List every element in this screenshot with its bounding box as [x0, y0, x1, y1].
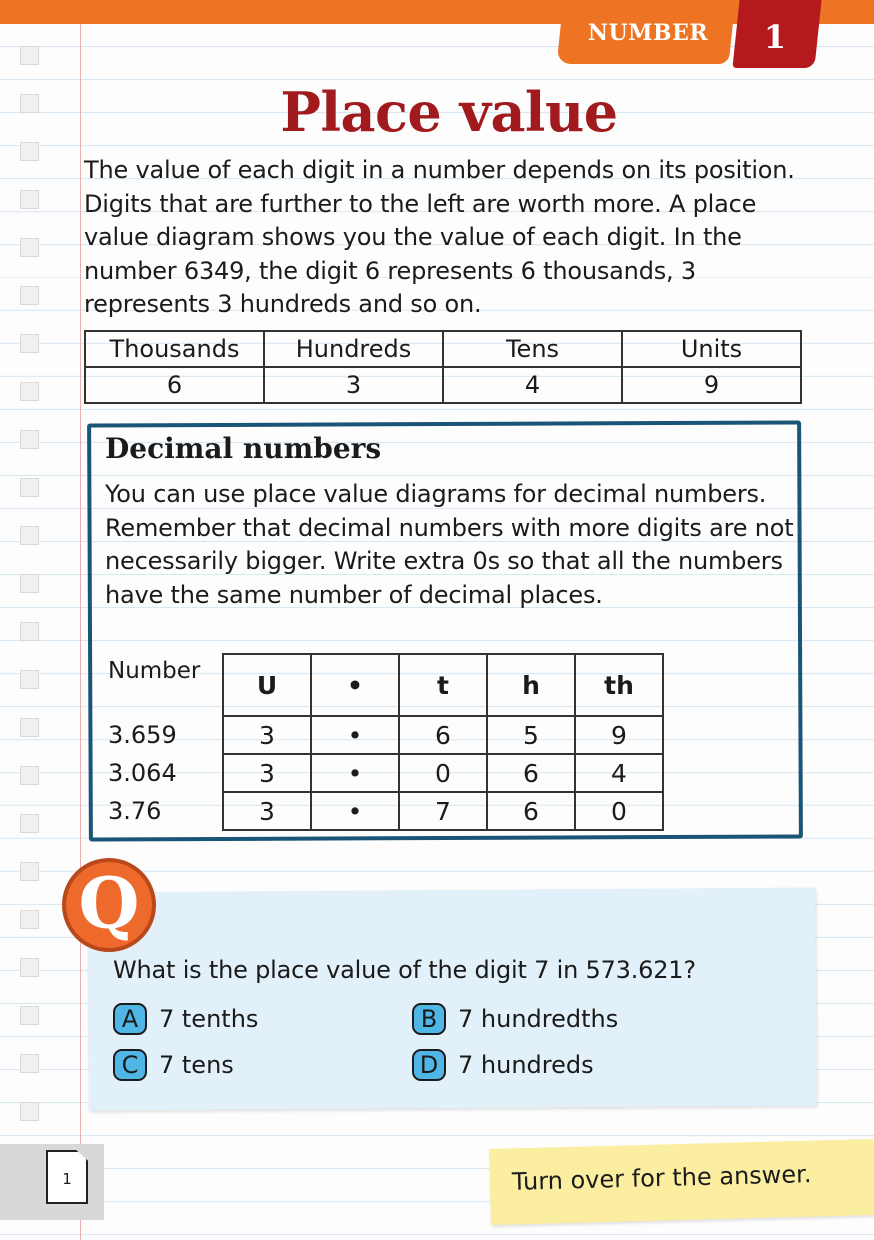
margin-checkbox [20, 574, 39, 593]
table-cell: 9 [622, 367, 801, 403]
option-letter: C [113, 1049, 147, 1081]
table-cell: 7 [399, 792, 487, 830]
table-cell: 6 [399, 716, 487, 754]
margin-checkbox [20, 622, 39, 641]
option-letter: B [412, 1003, 446, 1035]
table-cell: 3 [264, 367, 443, 403]
question-badge-letter: Q [78, 862, 140, 945]
margin-checkbox [20, 766, 39, 785]
turn-over-note: Turn over for the answer. [511, 1160, 812, 1196]
margin-checkbox [20, 958, 39, 977]
margin-checkbox [20, 286, 39, 305]
margin-checkbox [20, 526, 39, 545]
place-value-table [84, 330, 802, 404]
column-header: U [223, 654, 311, 716]
option-text: 7 hundredths [458, 1005, 619, 1033]
table-cell: 3 [223, 716, 311, 754]
option-text: 7 tens [159, 1051, 234, 1079]
column-header: Units [622, 331, 801, 367]
table-cell: 9 [575, 716, 663, 754]
row-label-header: Number [108, 658, 201, 684]
column-header: Tens [443, 331, 622, 367]
column-header: Hundreds [264, 331, 443, 367]
question-text: What is the place value of the digit 7 in 573.621? [113, 956, 696, 984]
row-label: 3.659 [108, 721, 177, 749]
table-cell: 4 [575, 754, 663, 792]
column-header: t [399, 654, 487, 716]
margin-checkbox [20, 1102, 39, 1121]
table-cell: 6 [487, 792, 575, 830]
table-cell: 0 [399, 754, 487, 792]
option-letter: A [113, 1003, 147, 1035]
margin-line [80, 24, 81, 1240]
margin-checkbox [20, 430, 39, 449]
table-row [108, 792, 663, 830]
margin-checkbox [20, 142, 39, 161]
table-cell: 0 [575, 792, 663, 830]
chapter-number: 1 [763, 18, 787, 56]
margin-checkbox [20, 814, 39, 833]
table-cell: • [311, 716, 399, 754]
option-a[interactable] [113, 1003, 258, 1035]
option-b[interactable] [412, 1003, 618, 1035]
margin-checkbox [20, 670, 39, 689]
table-row [108, 716, 663, 754]
table-cell: 5 [487, 716, 575, 754]
column-header: h [487, 654, 575, 716]
table-cell: 4 [443, 367, 622, 403]
margin-checkbox [20, 190, 39, 209]
column-header: Thousands [85, 331, 264, 367]
row-label: 3.064 [108, 759, 177, 787]
margin-checkbox [20, 334, 39, 353]
margin-checkbox [20, 910, 39, 929]
intro-paragraph: The value of each digit in a number depends on its position. Digits that are further to the left are worth more. A place value diagram shows you the value of each digit. In the number 6349, the digit 6 represents 6 thousands, 3 represents 3 hundreds and so on. [84, 156, 795, 318]
section-label: NUMBER [587, 20, 709, 46]
option-text: 7 tenths [159, 1005, 259, 1033]
margin-checkboxes [20, 46, 42, 1150]
margin-checkbox [20, 382, 39, 401]
table-header-row [108, 654, 663, 716]
decimal-paragraph: You can use place value diagrams for decimal numbers. Remember that decimal numbers with more digits are not necessarily bigger. Write extra 0s so that all the numbers have the same number of decimal places. [105, 480, 794, 609]
page-title: Place value [280, 80, 618, 144]
table-header-row [85, 331, 801, 367]
page-number: 1 [62, 1170, 72, 1188]
table-row [85, 367, 801, 403]
margin-checkbox [20, 238, 39, 257]
row-label: 3.76 [108, 797, 162, 825]
margin-checkbox [20, 862, 39, 881]
margin-checkbox [20, 1006, 39, 1025]
table-cell: 6 [85, 367, 264, 403]
decimal-place-value-table [108, 653, 664, 831]
table-cell: • [311, 792, 399, 830]
table-cell: 3 [223, 792, 311, 830]
decimal-heading: Decimal numbers [105, 432, 382, 465]
table-cell: • [311, 754, 399, 792]
column-header: th [575, 654, 663, 716]
option-c[interactable] [113, 1049, 234, 1081]
column-header: • [311, 654, 399, 716]
margin-checkbox [20, 1054, 39, 1073]
margin-checkbox [20, 718, 39, 737]
margin-checkbox [20, 478, 39, 497]
table-cell: 3 [223, 754, 311, 792]
margin-checkbox [20, 46, 39, 65]
table-cell: 6 [487, 754, 575, 792]
table-row [108, 754, 663, 792]
option-letter: D [412, 1049, 446, 1081]
option-text: 7 hundreds [458, 1051, 594, 1079]
option-d[interactable] [412, 1049, 594, 1081]
